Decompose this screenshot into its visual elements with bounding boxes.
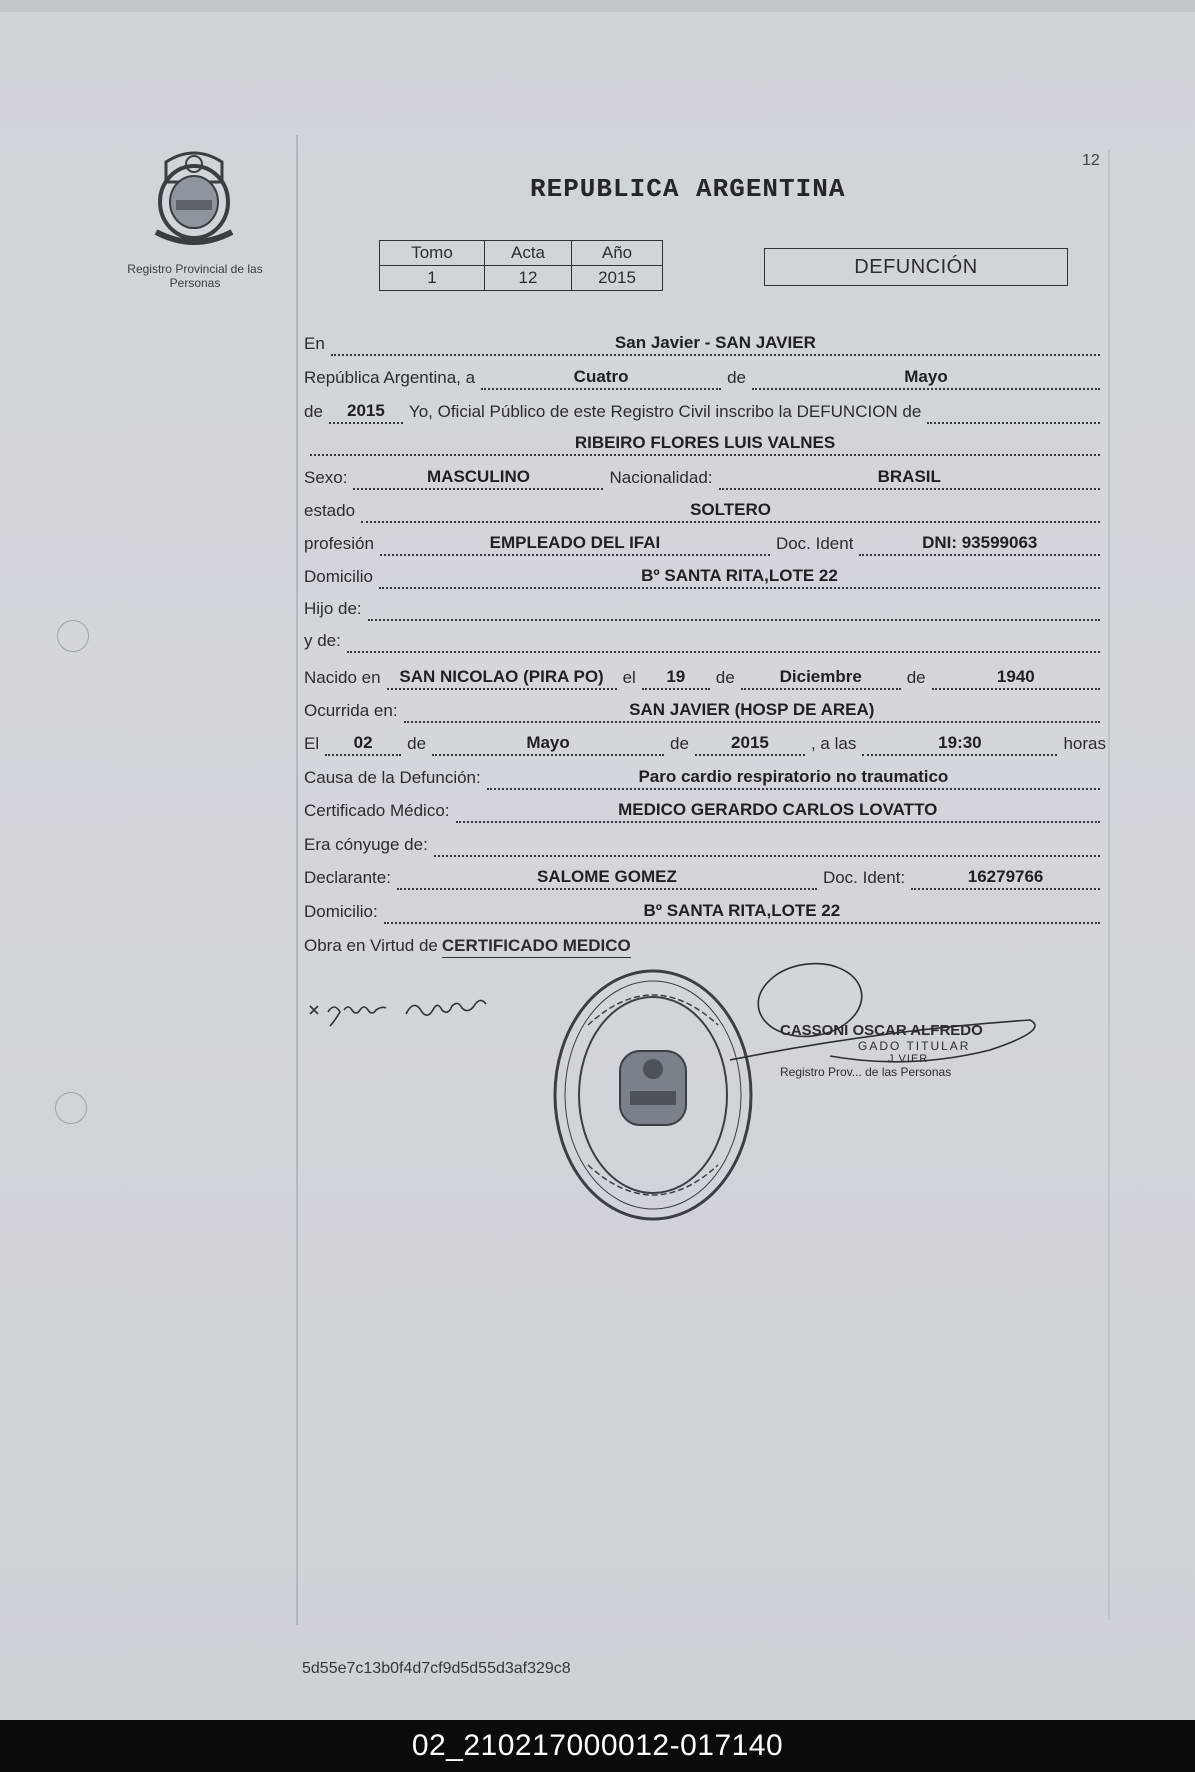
row-fecha bbox=[304, 364, 1106, 390]
declarant-signature bbox=[306, 990, 546, 1030]
field-documento: DNI: 93599063 bbox=[859, 532, 1100, 556]
document-hash: 5d55e7c13b0f4d7cf9d5d55d3af329c8 bbox=[302, 1660, 571, 1677]
label-de-nacido-anio: de bbox=[906, 668, 926, 687]
label-republica: República Argentina, a bbox=[304, 368, 476, 387]
row-nacido bbox=[304, 664, 1106, 690]
label-de-anio: de bbox=[304, 402, 323, 421]
field-nacido-dia: 19 bbox=[642, 666, 710, 690]
field-conyuge bbox=[434, 833, 1100, 857]
field-declarante: SALOME GOMEZ bbox=[397, 866, 817, 890]
field-declarante-doc: 16279766 bbox=[911, 866, 1100, 890]
field-dia-letras: Cuatro bbox=[481, 366, 721, 390]
label-doc-ident: Doc. Ident bbox=[775, 534, 854, 553]
label-y-de: y de: bbox=[304, 631, 341, 650]
registry-label: Registro Provincial de las Personas bbox=[127, 262, 263, 290]
field-fallecido: RIBEIRO FLORES LUIS VALNES bbox=[310, 432, 1100, 456]
label-a-las: , a las bbox=[810, 734, 857, 753]
field-lugar: San Javier - SAN JAVIER bbox=[331, 332, 1100, 356]
row-causa bbox=[304, 764, 1106, 790]
field-def-mes: Mayo bbox=[432, 732, 664, 756]
label-de-def: de bbox=[407, 734, 427, 753]
officer-name: CASSONI OSCAR ALFREDO bbox=[780, 1022, 983, 1039]
label-en: En bbox=[304, 334, 325, 353]
field-profesion: EMPLEADO DEL IFAI bbox=[380, 532, 770, 556]
field-nacido-en: SAN NICOLAO (PIRA PO) bbox=[387, 666, 617, 690]
misiones-coat-of-arms-icon bbox=[146, 142, 242, 250]
field-declarante-domicilio: Bº SANTA RITA,LOTE 22 bbox=[384, 900, 1100, 924]
acta-header: Acta bbox=[485, 241, 572, 266]
label-yo: Yo, Oficial Público de este Registro Civil inscribo la DEFUNCION de bbox=[408, 402, 922, 421]
row-fallecido bbox=[304, 430, 1106, 456]
label-de-nacido: de bbox=[715, 668, 735, 687]
field-causa: Paro cardio respiratorio no traumatico bbox=[487, 766, 1100, 790]
officer-role: GADO TITULAR bbox=[858, 1039, 971, 1053]
field-estado: SOLTERO bbox=[361, 499, 1100, 523]
right-margin-line bbox=[1108, 150, 1110, 1620]
row-obra bbox=[304, 932, 1106, 958]
label-estado: estado bbox=[304, 501, 356, 520]
row-anio-inscripcion bbox=[304, 398, 1106, 424]
label-doc-ident-declarante: Doc. Ident: bbox=[822, 868, 906, 887]
label-el: el bbox=[622, 668, 636, 687]
field-anio: 2015 bbox=[329, 400, 403, 424]
tomo-value: 1 bbox=[380, 266, 485, 291]
label-de-def-anio: de bbox=[670, 734, 689, 753]
tomo-header: Tomo bbox=[380, 241, 485, 266]
label-hijo-de: Hijo de: bbox=[304, 599, 362, 618]
punch-hole bbox=[55, 1092, 87, 1124]
label-profesion: profesión bbox=[304, 534, 374, 553]
document-title: REPUBLICA ARGENTINA bbox=[530, 174, 846, 204]
row-declarante bbox=[304, 864, 1106, 890]
record-type-box: DEFUNCIÓN bbox=[764, 248, 1068, 286]
field-def-dia: 02 bbox=[325, 732, 401, 756]
label-conyuge: Era cónyuge de: bbox=[304, 835, 428, 854]
field-nacionalidad: BRASIL bbox=[719, 466, 1101, 490]
field-ocurrida-en: SAN JAVIER (HOSP DE AREA) bbox=[404, 699, 1100, 723]
row-fecha-defuncion bbox=[304, 730, 1106, 756]
label-declarante: Declarante: bbox=[304, 868, 391, 887]
row-sexo bbox=[304, 464, 1106, 490]
file-id-bar: 02_210217000012-017140 bbox=[0, 1720, 1195, 1772]
field-nacido-anio: 1940 bbox=[932, 666, 1100, 690]
officer-registry: Registro Prov... de las Personas bbox=[780, 1065, 952, 1079]
row-domicilio-declarante bbox=[304, 898, 1106, 924]
label-domicilio-declarante: Domicilio: bbox=[304, 902, 378, 921]
officer-sub: J VIER bbox=[888, 1053, 929, 1065]
label-nacido-en: Nacido en bbox=[304, 668, 381, 687]
field-domicilio: Bº SANTA RITA,LOTE 22 bbox=[379, 565, 1100, 589]
acta-value: 12 bbox=[485, 266, 572, 291]
label-de: de bbox=[727, 368, 746, 387]
row-conyuge bbox=[304, 831, 1106, 857]
row-ocurrida bbox=[304, 697, 1106, 723]
label-obra: Obra en Virtud de bbox=[304, 936, 438, 955]
punch-hole bbox=[57, 620, 89, 652]
label-horas: horas bbox=[1063, 734, 1106, 753]
field-def-hora: 19:30 bbox=[862, 732, 1057, 756]
label-el-def: El bbox=[304, 734, 320, 753]
field-hijo-de bbox=[368, 597, 1100, 621]
label-domicilio: Domicilio bbox=[304, 567, 373, 586]
row-hijo-de bbox=[304, 595, 1106, 621]
anio-value: 2015 bbox=[572, 266, 663, 291]
label-ocurrida-en: Ocurrida en: bbox=[304, 701, 398, 720]
field-certificado: MEDICO GERARDO CARLOS LOVATTO bbox=[456, 799, 1100, 823]
tomo-acta-anio-table bbox=[379, 240, 663, 291]
scan-top-edge bbox=[0, 0, 1195, 12]
row-certificado bbox=[304, 797, 1106, 823]
field-continuation bbox=[927, 400, 1100, 424]
label-certificado: Certificado Médico: bbox=[304, 801, 450, 820]
field-sexo: MASCULINO bbox=[353, 466, 603, 490]
row-estado bbox=[304, 497, 1106, 523]
label-nacionalidad: Nacionalidad: bbox=[609, 468, 713, 487]
field-def-anio: 2015 bbox=[695, 732, 805, 756]
field-y-de bbox=[347, 629, 1100, 653]
page-number: 12 bbox=[1082, 152, 1100, 169]
anio-header: Año bbox=[572, 241, 663, 266]
left-margin-line bbox=[296, 135, 298, 1625]
official-seal-stamp bbox=[548, 965, 758, 1225]
row-lugar bbox=[304, 330, 1106, 356]
label-causa: Causa de la Defunción: bbox=[304, 768, 481, 787]
row-domicilio bbox=[304, 563, 1106, 589]
row-y-de bbox=[304, 627, 1106, 653]
field-obra: CERTIFICADO MEDICO bbox=[442, 936, 631, 958]
field-mes: Mayo bbox=[752, 366, 1100, 390]
officer-block bbox=[780, 1022, 1030, 1079]
label-sexo: Sexo: bbox=[304, 468, 348, 487]
field-nacido-mes: Diciembre bbox=[741, 666, 901, 690]
row-profesion bbox=[304, 530, 1106, 556]
